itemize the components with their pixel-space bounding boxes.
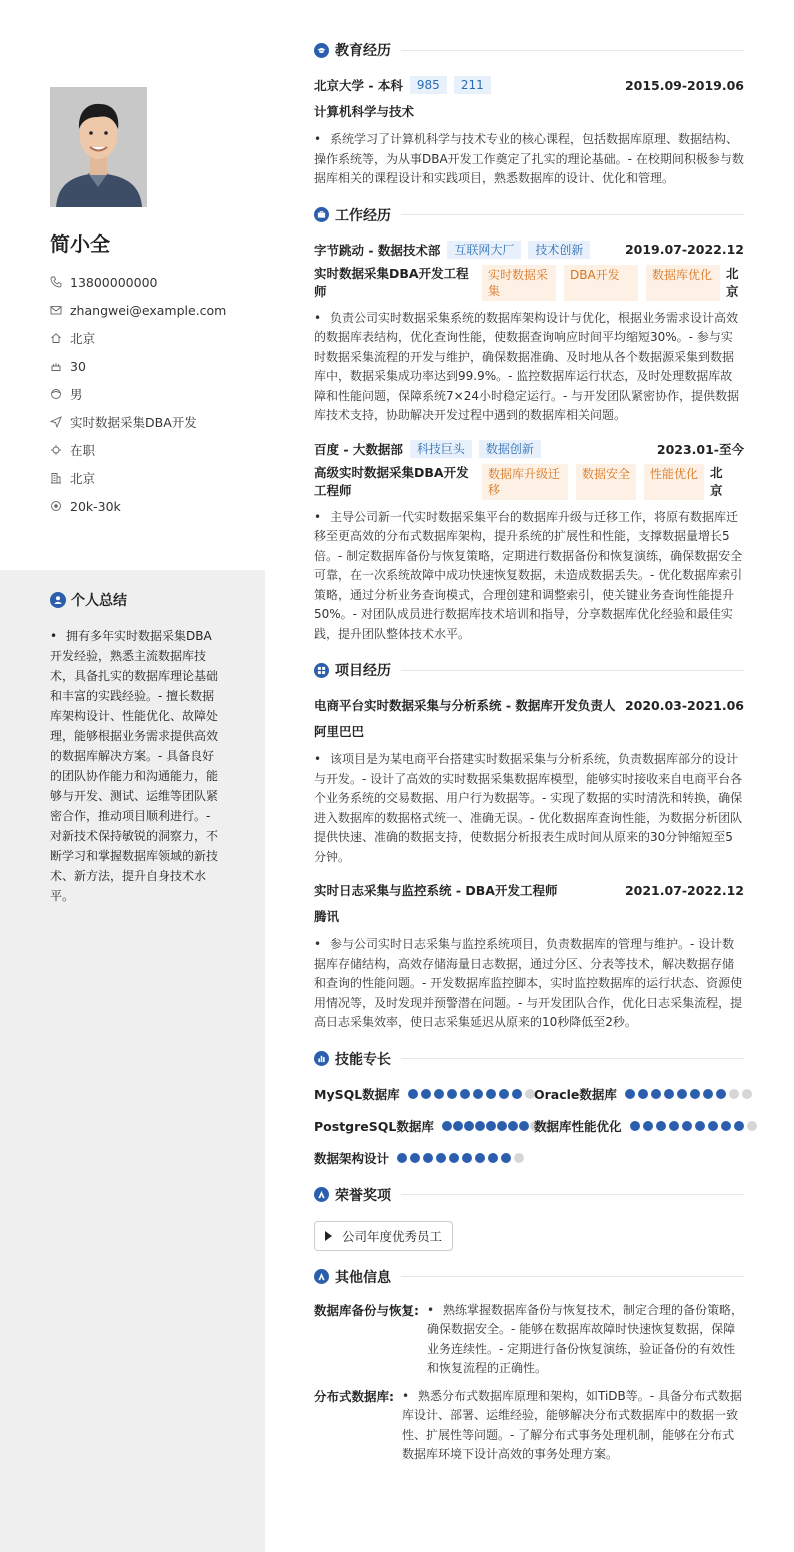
- info-gender: [50, 380, 226, 408]
- award-text: 公司年度优秀员工: [342, 1228, 443, 1244]
- skill-dot-filled: [423, 1153, 433, 1163]
- bar-chart-icon: [314, 1051, 329, 1066]
- skill-dot-filled: [625, 1089, 635, 1099]
- project-desc: • 参与公司实时日志采集与监控系统项目，负责数据库的管理与维护。- 设计数据库存储结构，高效存储海量日志数据，通过分区、分表等技术，解决数据存储和查询的性能问题。- 开发数据库监控脚本，实时监控数据库的运行状态、资源使用情况等，及时发现并预警潜在问题。- 与开发团队合作，优化日志采集流程，提高日志采集效率，使日志采集延迟从原来的10秒降低至2秒。: [314, 937, 743, 1029]
- other-text: • 熟悉分布式数据库原理和架构，如TiDB等。- 具备分布式数据库设计、部署、运维经验，能够解决分布式数据库中的数据一致性、扩展性等问题。- 了解分布式事务处理机制，能够在分布式数据库环境下设计高效的事务处理方案。: [402, 1388, 742, 1461]
- divider: [401, 1276, 744, 1277]
- skill-dot-filled: [721, 1121, 731, 1131]
- job-tag: 数据安全: [576, 464, 636, 500]
- skill-dot-filled: [716, 1089, 726, 1099]
- info-status: [50, 436, 226, 464]
- award-item: [314, 1221, 453, 1251]
- gender-text: 男: [70, 387, 83, 402]
- salary-icon: [50, 500, 70, 512]
- job-title: 高级实时数据采集DBA开发工程师: [314, 464, 469, 498]
- skill-dot-filled: [695, 1121, 705, 1131]
- project-desc: • 该项目是为某电商平台搭建实时数据采集与分析系统，负责数据库部分的设计与开发。- 设计了高效的实时数据采集数据库模型，能够实时接收来自电商平台各个业务系统的交易数据、用户行为数据等。- 实现了数据的实时清洗和转换，确保进入数据库的数据格式统一、准确无误。- 优化数据库查询性能，为数据分析团队提供快速、准确的数据支持，使数据分析报表生成时间从原来的30分钟缩短至5分钟。: [314, 752, 743, 864]
- skill-dot-filled: [669, 1121, 679, 1131]
- skill-dot-filled: [436, 1153, 446, 1163]
- skill-level: [408, 1089, 538, 1099]
- contact-info-list: [50, 268, 226, 520]
- skill-dot-filled: [499, 1089, 509, 1099]
- info-location: [50, 324, 226, 352]
- skill-dot-filled: [486, 1089, 496, 1099]
- work-date: 2023.01-至今: [656, 441, 744, 457]
- main-content: [314, 38, 744, 1479]
- divider: [401, 670, 744, 671]
- info-icon: [314, 1269, 329, 1284]
- skill-level: [625, 1089, 755, 1099]
- other-item: [314, 1387, 744, 1465]
- skill-dot-filled: [447, 1089, 457, 1099]
- work-title: 工作经历: [335, 207, 391, 224]
- skill-item: [314, 1147, 534, 1169]
- skill-dot-filled: [643, 1121, 653, 1131]
- work-desc: • 主导公司新一代实时数据采集平台的数据库升级与迁移工作，将原有数据库迁移至更高效的分布式数据库架构，提升系统的扩展性和性能，支撑数据量增长5倍。- 制定数据库备份与恢复策略，定期进行数据备份和恢复演练，确保数据安全可靠，在一次系统故障中成功快速恢复数据，未造成数据丢失。- 优化数据库索引策略，通过分析业务查询模式，合理创建和调整索引，使关键业务查询性能提升50%。- 对团队成员进行数据库技术培训和指导，分享数据库优化经验和最佳实践，提升团队整体技术水平。: [314, 509, 743, 641]
- job-city: 北京: [726, 265, 739, 299]
- info-salary: [50, 492, 226, 520]
- salary-text: 20k-30k: [70, 498, 121, 514]
- work-section: [314, 203, 744, 645]
- skill-dot-empty: [747, 1121, 757, 1131]
- school-name: 北京大学 - 本科: [314, 78, 403, 93]
- skill-dot-filled: [410, 1153, 420, 1163]
- skill-dot-filled: [442, 1121, 452, 1131]
- projects-section: [314, 658, 744, 1033]
- skill-item: [534, 1083, 744, 1105]
- work-heading: [314, 203, 744, 227]
- education-title: 教育经历: [335, 43, 391, 59]
- gender-icon: [50, 388, 70, 400]
- company-tag: 互联网大厂: [447, 241, 521, 259]
- job-tag: 数据库升级迁移: [482, 464, 568, 500]
- other-label: 数据库备份与恢复:: [314, 1302, 419, 1318]
- job-city: 北京: [710, 464, 723, 498]
- work-date: 2019.07-2022.12: [624, 242, 744, 257]
- skill-dot-filled: [488, 1153, 498, 1163]
- other-heading: [314, 1265, 744, 1289]
- job-title: 实时数据采集DBA开发工程师: [314, 265, 469, 299]
- send-icon: [50, 416, 70, 428]
- skill-dot-filled: [397, 1153, 407, 1163]
- award-icon: [314, 1187, 329, 1202]
- other-label: 分布式数据库:: [314, 1388, 394, 1404]
- skills-grid: [314, 1083, 744, 1169]
- skill-dot-filled: [664, 1089, 674, 1099]
- skill-name: 数据库性能优化: [534, 1118, 622, 1134]
- summary-section: [50, 590, 220, 906]
- school-tag: 985: [410, 76, 447, 94]
- other-text: • 熟练掌握数据库备份与恢复技术，制定合理的备份策略，确保数据安全。- 能够在数据库故障时快速恢复数据，保障业务连续性。- 定期进行备份恢复演练，验证备份的有效性和恢复流程的正确性。: [427, 1302, 744, 1375]
- avatar: [50, 87, 147, 207]
- other-section: [314, 1265, 744, 1465]
- summary-title: 个人总结: [71, 593, 127, 609]
- skill-dot-empty: [742, 1089, 752, 1099]
- company-tag: 技术创新: [528, 241, 590, 259]
- building-icon: [50, 472, 70, 484]
- project-entry: [314, 879, 744, 1033]
- company-tag: 科技巨头: [410, 440, 472, 458]
- projects-heading: [314, 658, 744, 682]
- skill-dot-filled: [651, 1089, 661, 1099]
- skill-dot-filled: [690, 1089, 700, 1099]
- company-name: 字节跳动 - 数据技术部: [314, 242, 441, 258]
- age-text: 30: [70, 358, 86, 374]
- play-icon: [325, 1231, 332, 1241]
- skill-dot-filled: [508, 1121, 518, 1131]
- project-name: 实时日志采集与监控系统 - DBA开发工程师: [314, 883, 558, 898]
- education-entry: [314, 74, 744, 189]
- info-email: [50, 296, 226, 324]
- company-tag: 数据创新: [479, 440, 541, 458]
- awards-title: 荣誉奖项: [335, 1187, 391, 1204]
- candidate-name: 简小全: [50, 232, 110, 256]
- skill-level: [630, 1121, 760, 1131]
- skill-dot-filled: [638, 1089, 648, 1099]
- skill-level: [397, 1153, 527, 1163]
- info-age: [50, 352, 226, 380]
- divider: [401, 1194, 744, 1195]
- skill-dot-filled: [486, 1121, 496, 1131]
- position-text: 实时数据采集DBA开发: [70, 415, 197, 430]
- project-date: 2020.03-2021.06: [624, 697, 744, 713]
- skills-heading: [314, 1047, 744, 1071]
- briefcase-icon: [314, 207, 329, 222]
- user-icon: [50, 592, 66, 608]
- skill-dot-filled: [519, 1121, 529, 1131]
- company-name: 百度 - 大数据部: [314, 441, 403, 457]
- skill-name: 数据架构设计: [314, 1150, 390, 1166]
- education-date: 2015.09-2019.06: [624, 77, 744, 93]
- skill-dot-filled: [677, 1089, 687, 1099]
- skill-dot-filled: [630, 1121, 640, 1131]
- skills-title: 技能专长: [335, 1051, 391, 1068]
- skill-dot-filled: [464, 1121, 474, 1131]
- skill-dot-filled: [462, 1153, 472, 1163]
- skill-item: [534, 1115, 744, 1137]
- summary-heading: [50, 590, 220, 610]
- skills-section: [314, 1047, 744, 1169]
- skill-dot-filled: [497, 1121, 507, 1131]
- skill-dot-filled: [434, 1089, 444, 1099]
- divider: [401, 50, 744, 51]
- job-tag: 性能优化: [644, 464, 704, 500]
- education-desc: • 系统学习了计算机科学与技术专业的核心课程，包括数据库原理、数据结构、操作系统等，为从事DBA开发工作奠定了扎实的理论基础。- 在校期间积极参与数据库相关的课程设计和实践项目，熟悉数据库的设计、优化和管理。: [314, 132, 744, 185]
- skill-dot-filled: [501, 1153, 511, 1163]
- project-name: 电商平台实时数据采集与分析系统 - 数据库开发负责人: [314, 698, 616, 713]
- skill-dot-filled: [453, 1121, 463, 1131]
- info-position: [50, 408, 226, 436]
- divider: [401, 1058, 744, 1059]
- location-text: 北京: [70, 331, 96, 346]
- age-icon: [50, 360, 70, 372]
- awards-heading: [314, 1183, 744, 1207]
- skill-dot-filled: [408, 1089, 418, 1099]
- job-tag: 数据库优化: [646, 265, 720, 301]
- divider: [401, 214, 744, 215]
- other-title: 其他信息: [335, 1269, 391, 1286]
- job-tag: 实时数据采集: [482, 265, 556, 301]
- work-entry: [314, 239, 744, 426]
- skill-dot-filled: [708, 1121, 718, 1131]
- skill-name: Oracle数据库: [534, 1086, 617, 1102]
- info-phone: [50, 268, 226, 296]
- home-icon: [50, 332, 70, 344]
- skill-item: [314, 1083, 534, 1105]
- phone-icon: [50, 276, 70, 288]
- email-text: zhangwei@example.com: [70, 302, 227, 318]
- skill-dot-filled: [512, 1089, 522, 1099]
- other-item: [314, 1301, 744, 1379]
- awards-section: [314, 1183, 744, 1251]
- skill-dot-filled: [734, 1121, 744, 1131]
- project-org: 阿里巴巴: [314, 724, 365, 739]
- grid-icon: [314, 663, 329, 678]
- major: 计算机科学与技术: [314, 104, 415, 119]
- skill-dot-filled: [449, 1153, 459, 1163]
- skill-dot-empty: [514, 1153, 524, 1163]
- skill-dot-filled: [475, 1153, 485, 1163]
- info-city: [50, 464, 226, 492]
- project-date: 2021.07-2022.12: [624, 882, 744, 898]
- mail-icon: [50, 304, 70, 316]
- skill-dot-filled: [421, 1089, 431, 1099]
- education-section: [314, 38, 744, 189]
- phone-text: 13800000000: [70, 274, 158, 290]
- job-tag: DBA开发: [564, 265, 638, 301]
- skill-name: MySQL数据库: [314, 1086, 400, 1102]
- skill-dot-filled: [656, 1121, 666, 1131]
- skill-dot-empty: [729, 1089, 739, 1099]
- skill-dot-filled: [703, 1089, 713, 1099]
- projects-title: 项目经历: [335, 663, 391, 679]
- work-desc: • 负责公司实时数据采集系统的数据库架构设计与优化，根据业务需求设计高效的数据库表结构，优化查询性能，使数据查询响应时间平均缩短30%。- 参与实时数据采集流程的开发与维护，确保数据准确、及时地从各个数据源采集到数据库中，数据采集成功率达到99.9%。- 监控数据库运行状态，及时处理数据库故障和性能问题，保障系统7×24小时稳定运行。- 与开发团队紧密协作，提供数据库技术支持，协助解决开发过程中遇到的数据库相关问题。: [314, 310, 740, 422]
- graduation-cap-icon: [314, 43, 329, 58]
- status-text: 在职: [70, 443, 96, 458]
- summary-text: • 拥有多年实时数据采集DBA开发经验，熟悉主流数据库技术，具备扎实的数据库理论基础和丰富的实践经验。- 擅长数据库架构设计、性能优化、故障处理，能够根据业务需求提供高效的数据库解决方案。- 具备良好的团队协作能力和沟通能力，能够与开发、测试、运维等团队紧密合作，推动项目顺利进行。- 对新技术保持敏锐的洞察力，不断学习和掌握数据库领域的新技术、新方法，提升自身技术水平。: [50, 629, 219, 903]
- skill-dot-filled: [475, 1121, 485, 1131]
- skill-dot-filled: [682, 1121, 692, 1131]
- project-org: 腾讯: [314, 909, 340, 924]
- skill-dot-filled: [473, 1089, 483, 1099]
- skill-item: [314, 1115, 534, 1137]
- work-entry: [314, 438, 744, 645]
- city-text: 北京: [70, 471, 96, 486]
- school-tag: 211: [454, 76, 491, 94]
- skill-name: PostgreSQL数据库: [314, 1118, 434, 1134]
- education-heading: [314, 38, 744, 62]
- skill-dot-filled: [460, 1089, 470, 1099]
- status-icon: [50, 444, 70, 456]
- project-entry: [314, 694, 744, 867]
